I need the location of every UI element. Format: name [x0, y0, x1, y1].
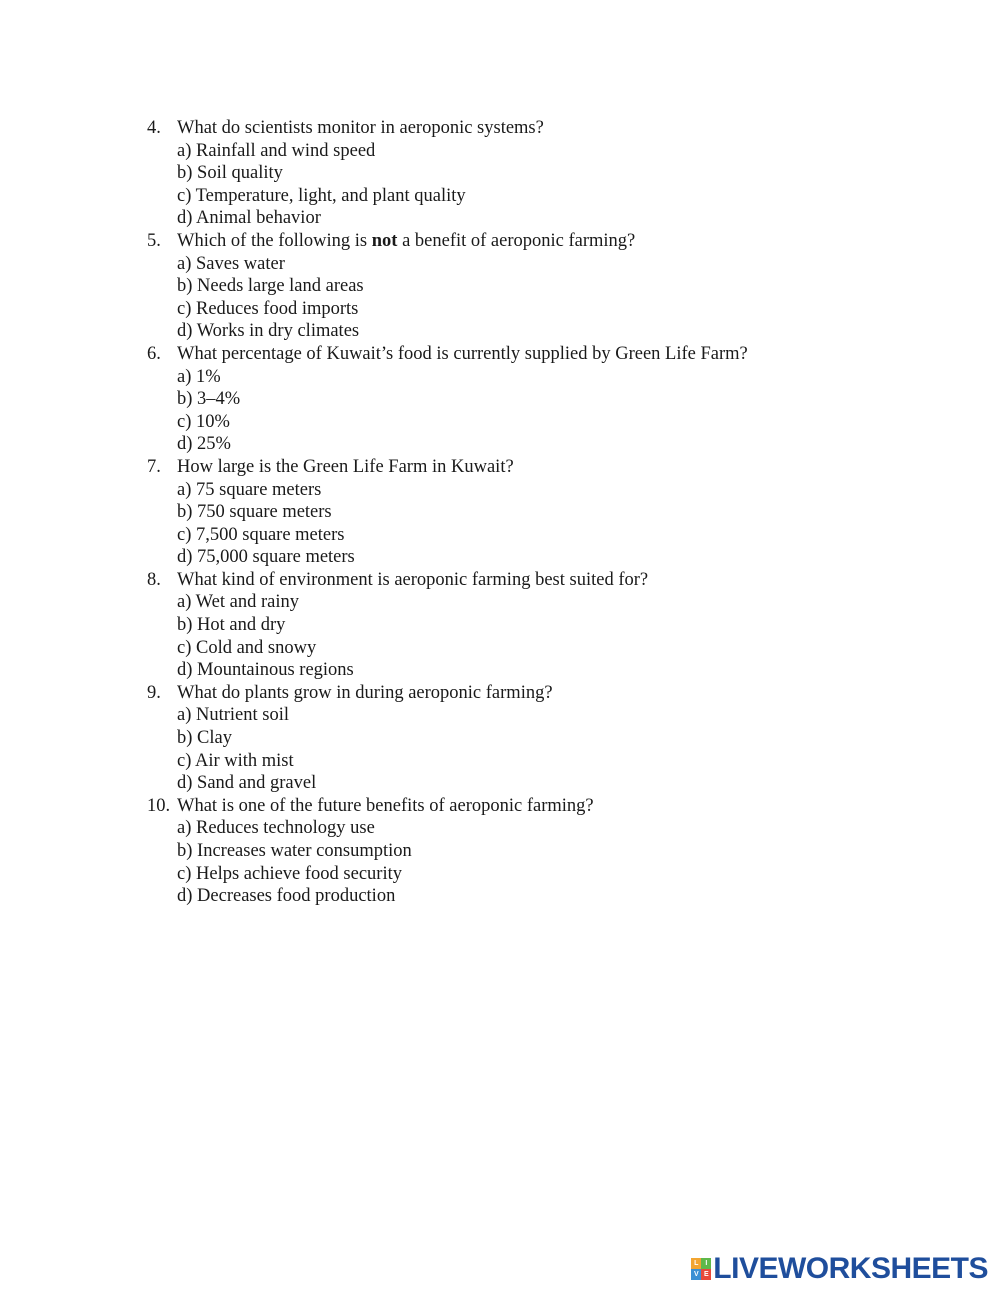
question-7: [147, 456, 907, 569]
question-10: [147, 795, 907, 908]
question-text: What is one of the future benefits of aeroponic farming?: [177, 795, 594, 816]
question-text-before: Which of the following is: [177, 230, 372, 251]
question-line: [147, 343, 907, 366]
question-number: 9.: [147, 682, 161, 703]
question-line: [147, 795, 907, 818]
question-text: [177, 231, 635, 251]
liveworksheets-wordmark: LIVEWORKSHEETS: [713, 1252, 988, 1285]
option-a: a) Rainfall and wind speed: [177, 140, 376, 161]
question-number: 6.: [147, 343, 161, 364]
option-b: b) Hot and dry: [177, 615, 286, 636]
logo-icon-cell-i: I: [701, 1258, 711, 1269]
question-line: [147, 682, 907, 705]
option-b: b) Soil quality: [177, 163, 283, 184]
option-c: c) Air with mist: [177, 750, 294, 771]
option-d: d) 75,000 square meters: [177, 547, 355, 568]
option-b: b) 3–4%: [177, 389, 241, 410]
logo-icon-cell-l: L: [691, 1258, 701, 1269]
option-d: d) Works in dry climates: [177, 321, 360, 342]
option-d: d) Mountainous regions: [177, 660, 354, 681]
option-a: a) Saves water: [177, 253, 285, 274]
question-text: What do scientists monitor in aeroponic systems?: [177, 118, 544, 138]
option-c: c) Helps achieve food security: [177, 863, 402, 884]
question-8: [147, 569, 907, 682]
liveworksheets-logo: [691, 1252, 988, 1286]
option-b: b) Increases water consumption: [177, 841, 412, 861]
option-c: c) Cold and snowy: [177, 637, 317, 658]
option-c: c) 7,500 square meters: [177, 524, 345, 545]
question-text: What do plants grow in during aeroponic farming?: [177, 682, 553, 703]
option-c: c) 10%: [177, 411, 230, 432]
option-b: b) Needs large land areas: [177, 276, 364, 297]
option-b: b) 750 square meters: [177, 502, 332, 523]
option-a: a) Nutrient soil: [177, 705, 290, 726]
question-5: [147, 230, 907, 343]
question-text-after: a benefit of aeroponic farming?: [397, 230, 636, 251]
question-number: 4.: [147, 118, 161, 138]
question-number: 5.: [147, 230, 161, 251]
option-d: d) Sand and gravel: [177, 773, 317, 794]
question-line: [147, 230, 907, 253]
question-text: How large is the Green Life Farm in Kuwait?: [177, 456, 514, 477]
question-number: 10.: [147, 795, 171, 816]
option-b: b) Clay: [177, 728, 232, 749]
logo-icon-cell-v: V: [691, 1269, 701, 1280]
option-c: c) Temperature, light, and plant quality: [177, 185, 466, 206]
option-d: d) 25%: [177, 434, 231, 455]
question-text-emphasis: not: [371, 230, 398, 251]
logo-icon-cell-e: E: [701, 1269, 711, 1280]
question-9: [147, 682, 907, 795]
option-a: a) 75 square meters: [177, 479, 322, 500]
question-number: 7.: [147, 456, 161, 477]
question-list: [147, 117, 907, 908]
option-a: a) Wet and rainy: [177, 592, 299, 613]
question-line: [147, 117, 907, 140]
question-text: What percentage of Kuwait’s food is currently supplied by Green Life Farm?: [177, 343, 748, 364]
option-a: a) 1%: [177, 366, 221, 387]
question-number: 8.: [147, 569, 161, 590]
question-text: What kind of environment is aeroponic farming best suited for?: [177, 569, 649, 590]
question-4: [147, 117, 907, 230]
question-line: [147, 569, 907, 592]
liveworksheets-logo-icon: [691, 1258, 711, 1280]
option-d: d) Decreases food production: [177, 886, 396, 907]
option-a: a) Reduces technology use: [177, 818, 375, 839]
option-d: d) Animal behavior: [177, 208, 321, 229]
question-6: [147, 343, 907, 456]
option-c: c) Reduces food imports: [177, 298, 359, 319]
question-line: [147, 456, 907, 479]
